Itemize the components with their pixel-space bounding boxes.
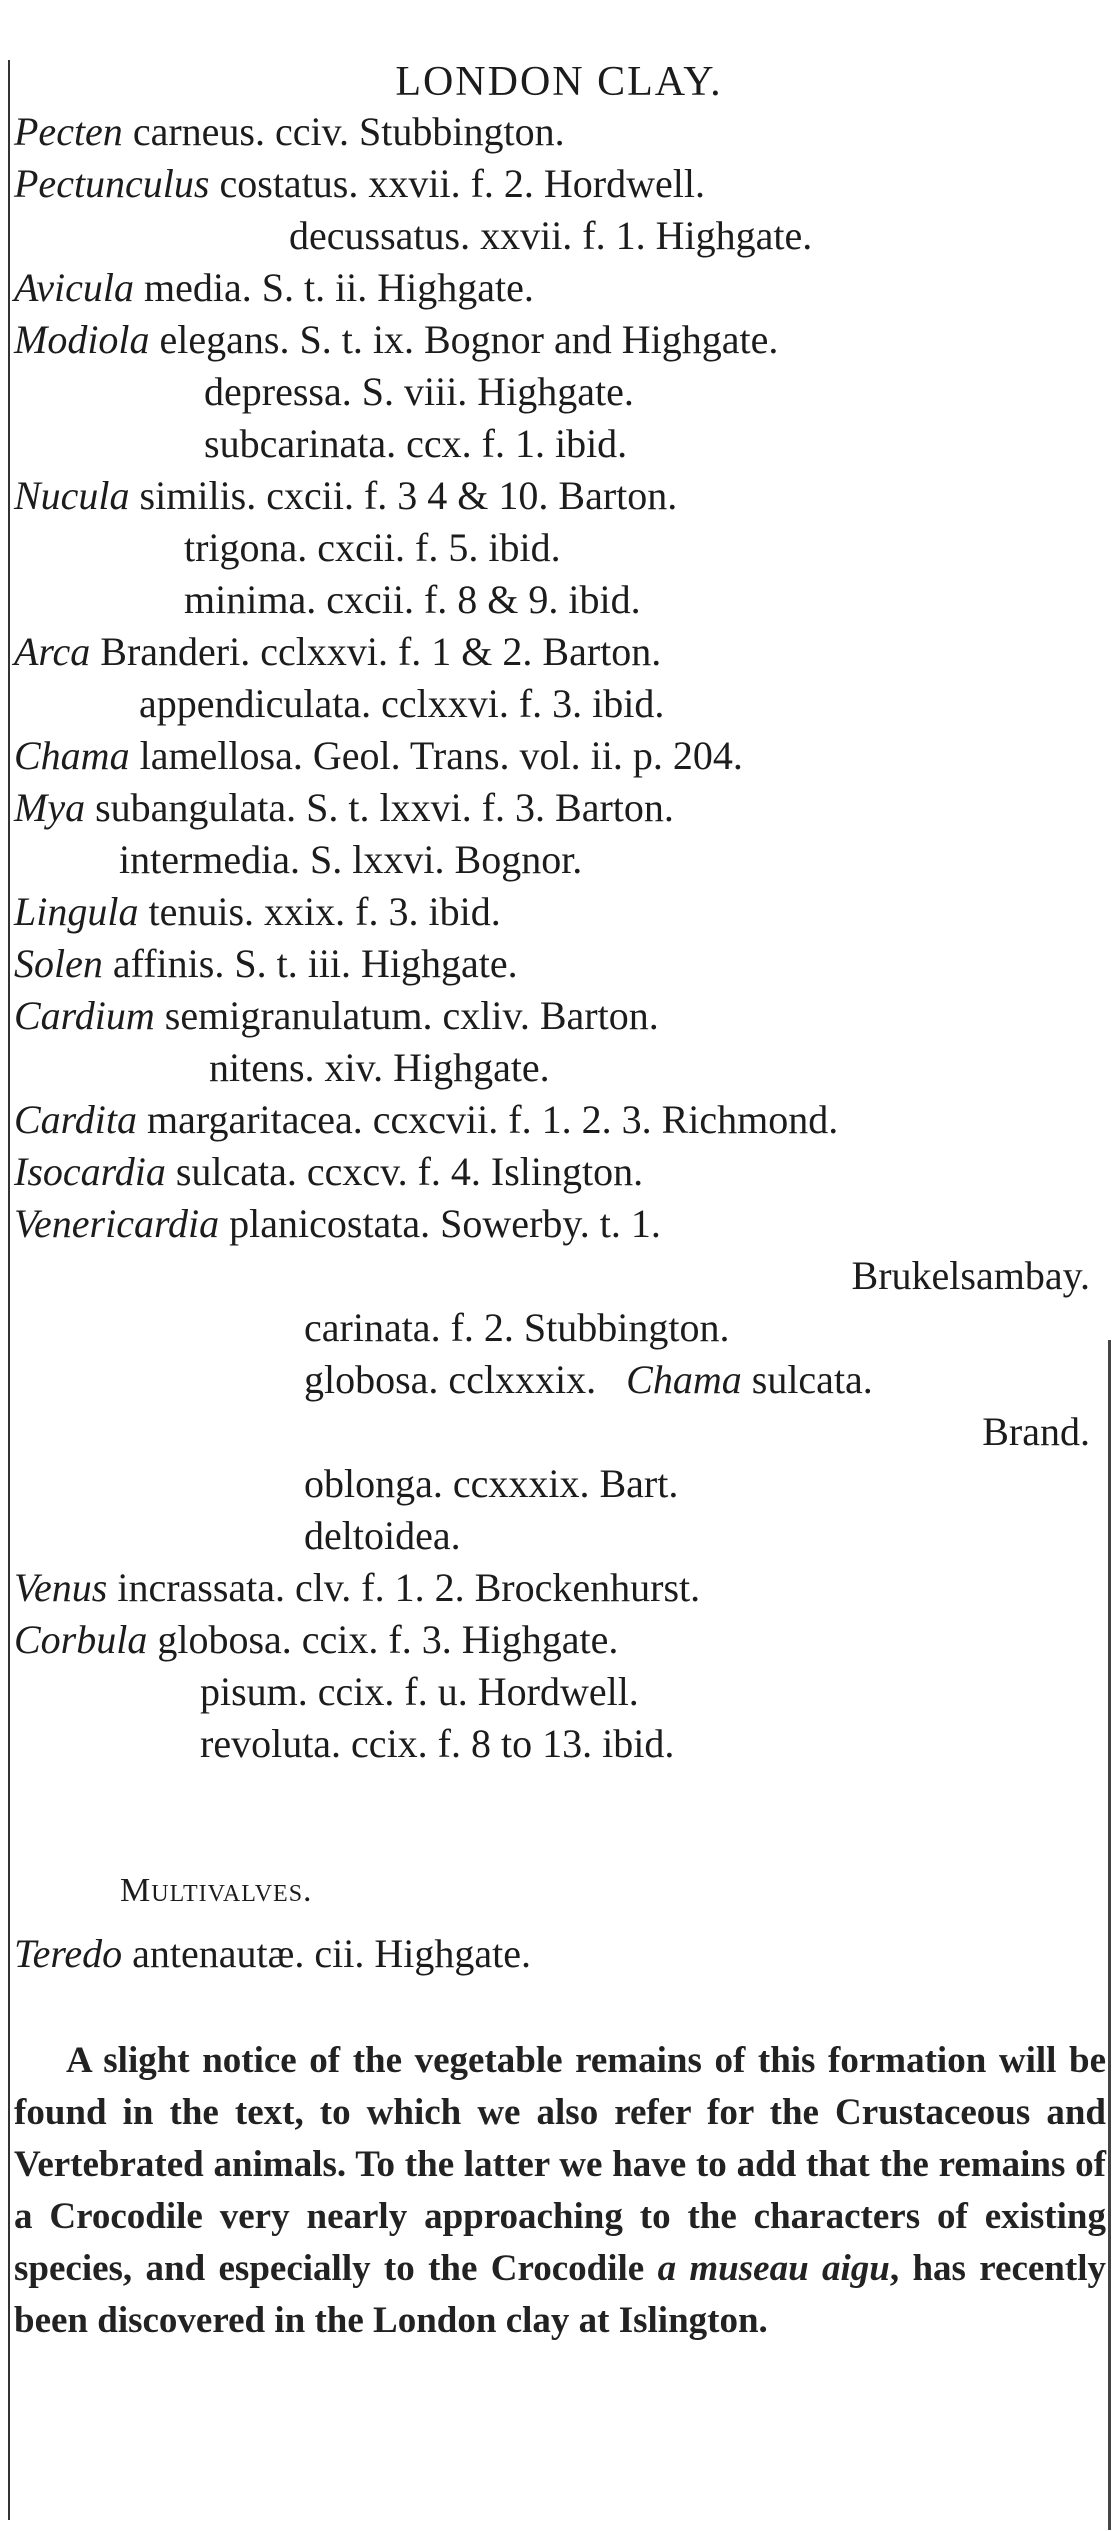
entry-text: appendiculata. cclxxvi. f. 3. ibid. <box>139 681 665 726</box>
genus-name: Modiola <box>14 317 150 362</box>
entry-text: media. S. t. ii. Highgate. <box>143 265 534 310</box>
list-item <box>14 628 661 676</box>
entry-text: intermedia. S. lxxvi. Bognor. <box>119 837 583 882</box>
list-item <box>14 1200 661 1248</box>
entry-text: nitens. xiv. Highgate. <box>209 1045 550 1090</box>
list-item <box>14 316 778 364</box>
list-item <box>209 1044 550 1092</box>
list-item <box>304 1460 678 1508</box>
list-item <box>14 108 565 156</box>
entry-text: semigranulatum. cxliv. Barton. <box>164 993 659 1038</box>
entry-text: sulcata. <box>751 1357 873 1402</box>
list-item <box>204 420 627 468</box>
entry-text: pisum. ccix. f. u. Hordwell. <box>200 1669 639 1714</box>
genus-name: Solen <box>14 941 103 986</box>
entry-text: deltoidea. <box>304 1513 461 1558</box>
list-item <box>204 368 634 416</box>
list-item <box>14 472 677 520</box>
entry-text: Branderi. cclxxvi. f. 1 & 2. Barton. <box>100 629 662 674</box>
list-item <box>304 1304 729 1352</box>
entry-text: subcarinata. ccx. f. 1. ibid. <box>204 421 628 466</box>
entry-text: sulcata. ccxcv. f. 4. Islington. <box>175 1149 644 1194</box>
paragraph-text: , has recently been discovered in the London clay at Islington. <box>14 2248 1106 2341</box>
section-heading: Multivalves. <box>120 1872 313 1909</box>
genus-name: Venus <box>14 1565 108 1610</box>
genus-name: Lingula <box>14 889 139 934</box>
genus-name: Isocardia <box>14 1149 166 1194</box>
page-title: LONDON CLAY. <box>395 59 723 105</box>
entry-text: trigona. cxcii. f. 5. ibid. <box>184 525 561 570</box>
genus-name: Mya <box>14 785 86 830</box>
entry-text: incrassata. clv. f. 1. 2. Brockenhurst. <box>117 1565 701 1610</box>
entry-text: oblonga. ccxxxix. Bart. <box>304 1461 679 1506</box>
entry-text: decussatus. xxvii. f. 1. Highgate. <box>289 213 813 258</box>
entry-text: minima. cxcii. f. 8 & 9. ibid. <box>184 577 641 622</box>
genus-name: Pectunculus <box>14 161 210 206</box>
entry-text: similis. cxcii. f. 3 4 & 10. Barton. <box>139 473 678 518</box>
list-item <box>14 940 518 988</box>
entry-text: subangulata. S. t. lxxvi. f. 3. Barton. <box>95 785 674 830</box>
genus-name: Venericardia <box>14 1201 220 1246</box>
list-item <box>14 888 501 936</box>
list-item <box>184 576 641 624</box>
genus-name: Nucula <box>14 473 130 518</box>
paragraph-italic: a museau aigu <box>657 2248 890 2289</box>
entry-text: depressa. S. viii. Highgate. <box>204 369 634 414</box>
entry-text: costatus. xxvii. f. 2. Hordwell. <box>219 161 705 206</box>
genus-name: Avicula <box>14 265 134 310</box>
list-item <box>14 784 674 832</box>
entry-text: affinis. S. t. iii. Highgate. <box>112 941 518 986</box>
entry-text: Brand. <box>982 1409 1090 1454</box>
list-item <box>139 680 664 728</box>
genus-name: Cardita <box>14 1097 137 1142</box>
list-item <box>14 1096 838 1144</box>
list-item <box>14 1148 643 1196</box>
entry-text: revoluta. ccix. f. 8 to 13. ibid. <box>200 1721 675 1766</box>
right-column-rule <box>1108 1340 1111 2530</box>
genus-name: Corbula <box>14 1617 148 1662</box>
entry-text: carinata. f. 2. Stubbington. <box>304 1305 730 1350</box>
list-item <box>852 1252 1090 1300</box>
list-item <box>200 1668 639 1716</box>
list-item <box>184 524 561 572</box>
list-item <box>14 1564 700 1612</box>
entry-text: margaritacea. ccxcvii. f. 1. 2. 3. Richmond. <box>147 1097 839 1142</box>
genus-name: Cardium <box>14 993 155 1038</box>
entry-text: Brukelsambay. <box>851 1253 1090 1298</box>
list-item <box>14 264 534 312</box>
list-item <box>119 836 582 884</box>
entry-text: carneus. cciv. Stubbington. <box>132 109 565 154</box>
entry-text: elegans. S. t. ix. Bognor and Highgate. <box>159 317 779 362</box>
genus-name: Chama <box>626 1357 742 1402</box>
list-item <box>14 992 659 1040</box>
entry-text: antenautæ. cii. Highgate. <box>132 1931 531 1976</box>
genus-name: Pecten <box>14 109 123 154</box>
entry-text: globosa. cclxxxix. <box>304 1357 597 1402</box>
list-item <box>200 1720 674 1768</box>
list-item <box>14 160 705 208</box>
entry-text: tenuis. xxix. f. 3. ibid. <box>148 889 501 934</box>
paragraph-text: A slight notice of the vegetable remains of this formation will be found in the text, to which we also refer for the Crustaceous and Vertebrated animals. To the latter we have to add that the remains of a Crocodile very nearly approaching to the characters of existing species, and especially to the Crocodile <box>14 2040 1106 2289</box>
list-item <box>304 1512 461 1560</box>
entry-text: planicostata. Sowerby. t. 1. <box>229 1201 661 1246</box>
list-item <box>14 1616 618 1664</box>
list-item <box>304 1356 873 1404</box>
entry-text: globosa. ccix. f. 3. Highgate. <box>157 1617 619 1662</box>
genus-name: Arca <box>14 629 91 674</box>
body-paragraph <box>14 2035 1106 2347</box>
genus-name: Chama <box>14 733 130 778</box>
genus-name: Teredo <box>14 1931 123 1976</box>
left-column-rule <box>8 60 10 2520</box>
list-item <box>14 732 743 780</box>
list-item <box>14 1930 531 1978</box>
entry-text: lamellosa. Geol. Trans. vol. ii. p. 204. <box>139 733 743 778</box>
list-item <box>982 1408 1090 1456</box>
list-item <box>289 212 812 260</box>
